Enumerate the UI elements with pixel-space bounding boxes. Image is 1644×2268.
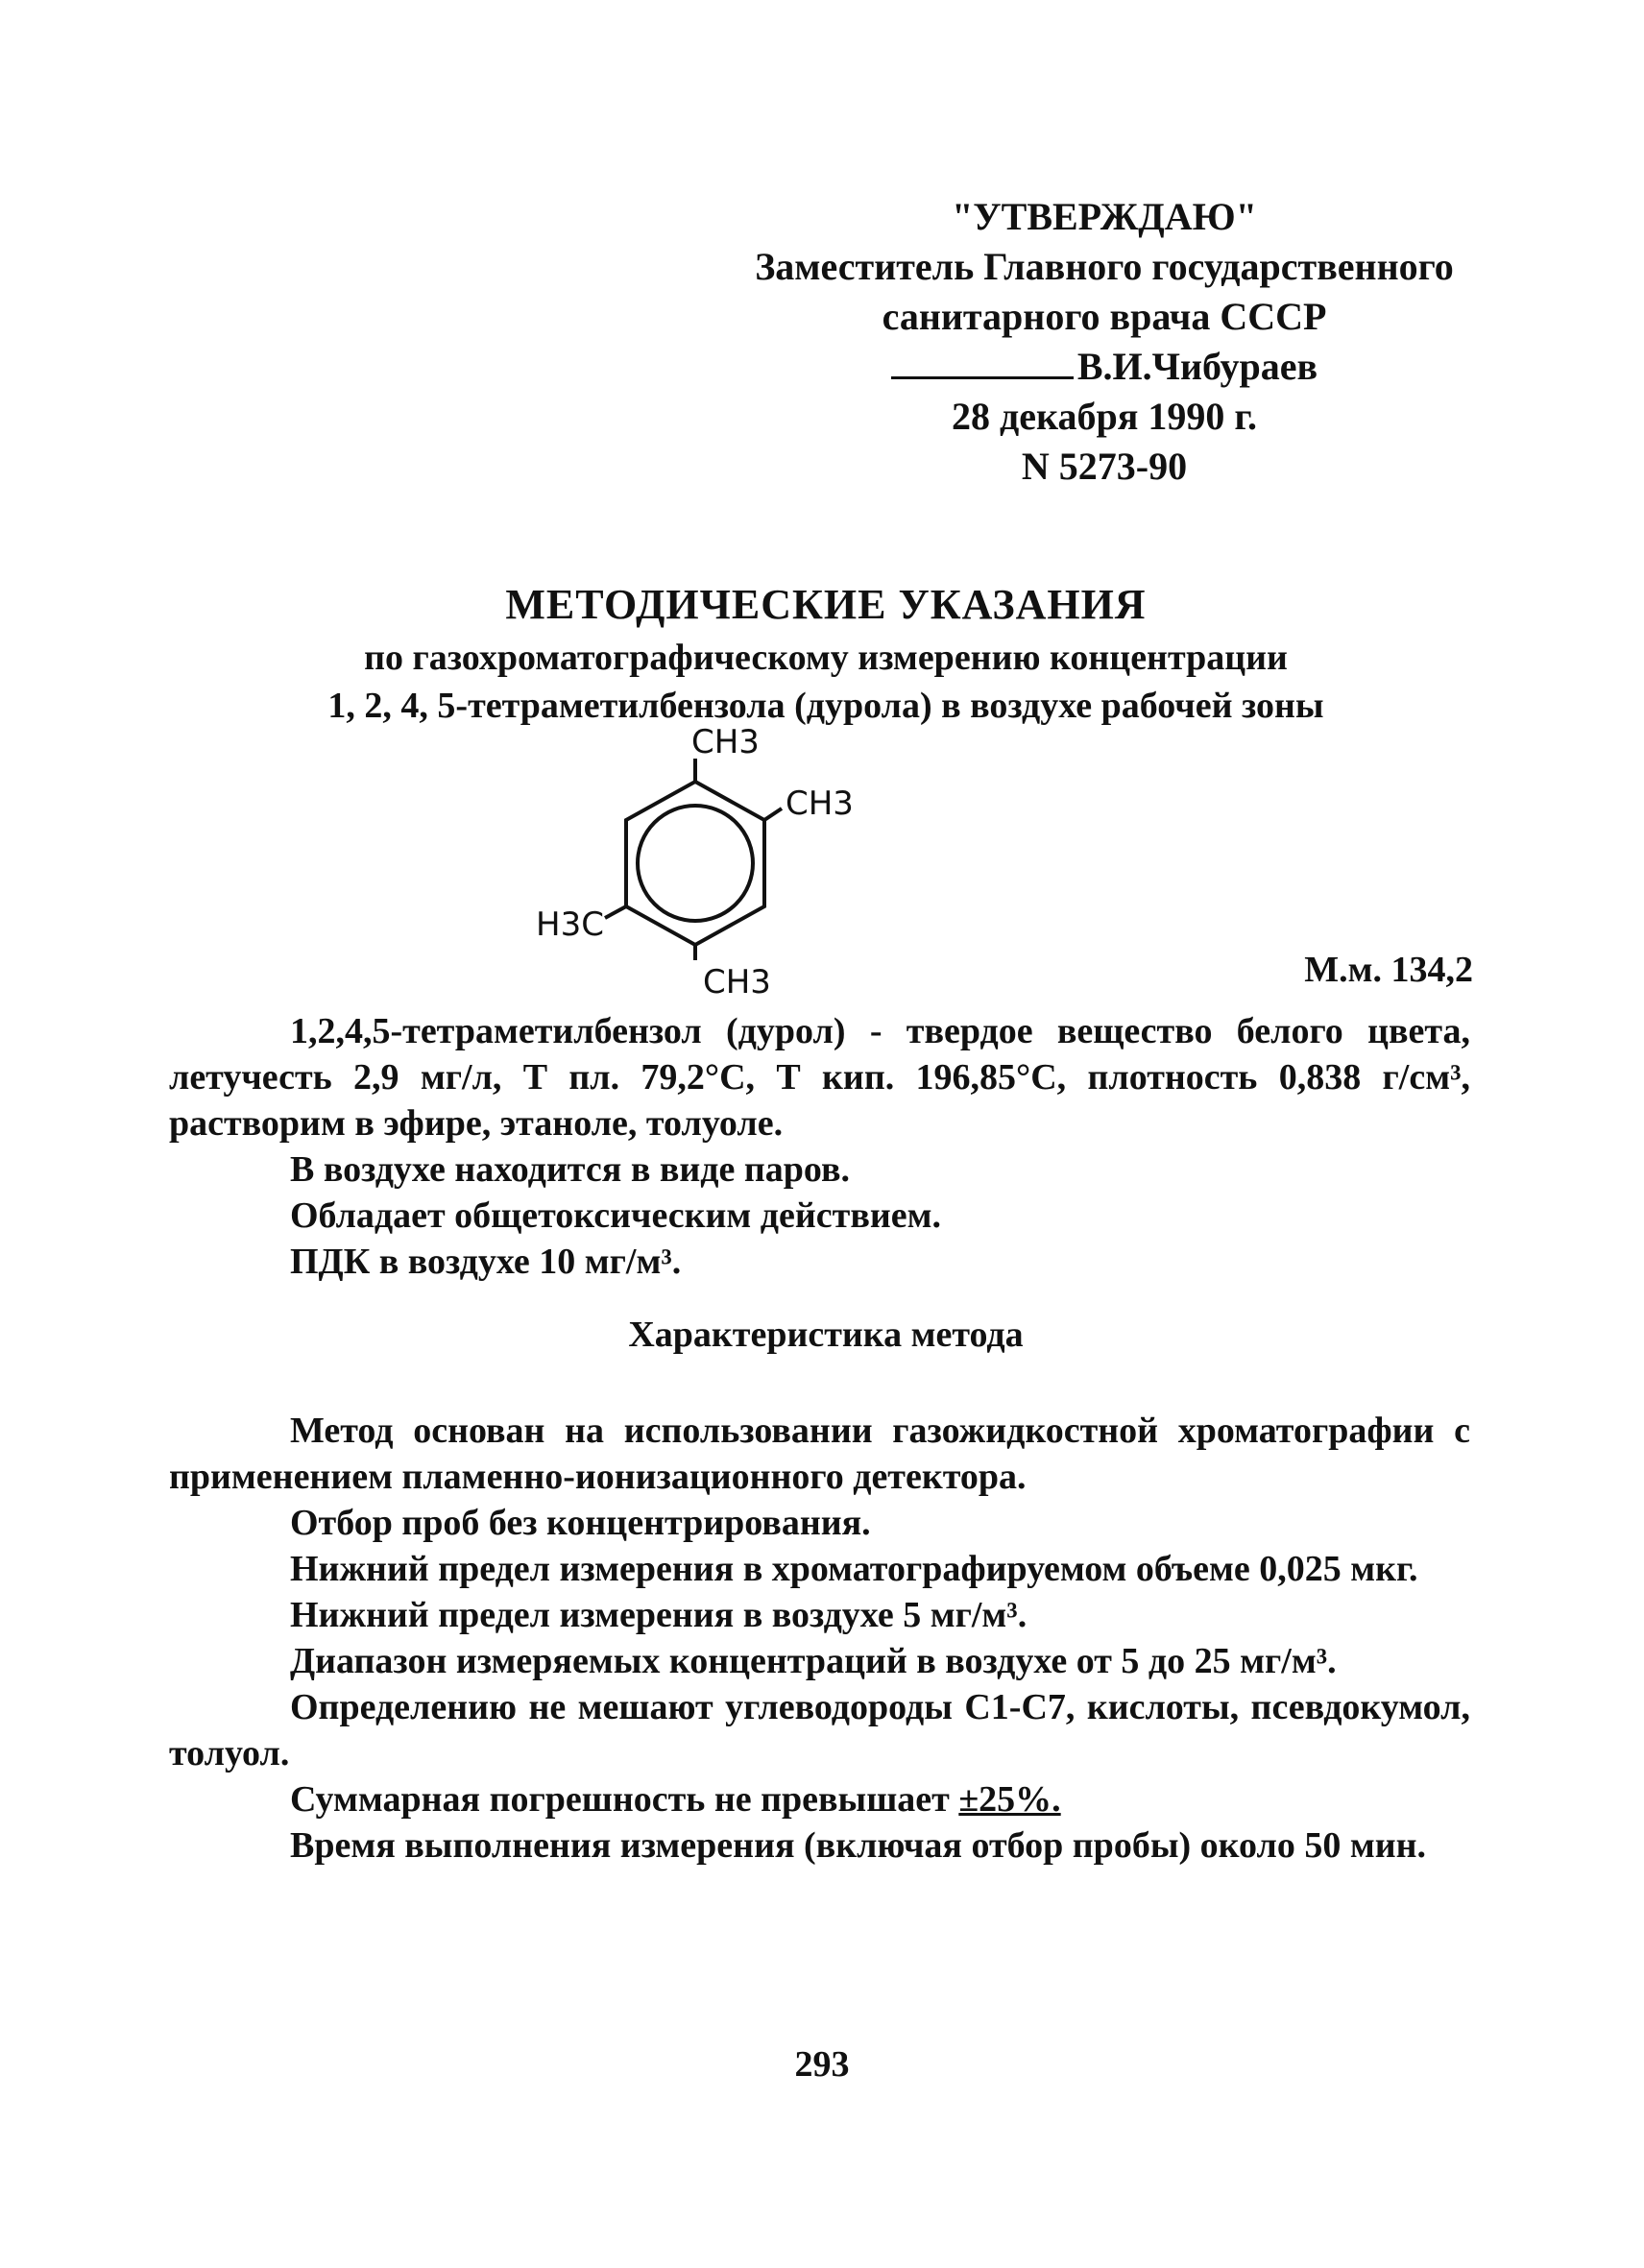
- method-paragraph-2: Отбор проб без концентрирования.: [290, 1503, 871, 1543]
- properties-paragraph-2: В воздухе находится в виде паров.: [290, 1149, 850, 1190]
- approval-block: [672, 192, 1536, 492]
- aromatic-circle: [638, 806, 753, 921]
- method-paragraph-5: Диапазон измеряемых концентраций в воздухе от 5 до 25 мг/м³.: [290, 1641, 1337, 1681]
- approval-date: 28 декабря 1990 г.: [952, 395, 1257, 438]
- approval-position-line-2: санитарного врача СССР: [882, 295, 1327, 338]
- properties-paragraph-4: ПДК в воздухе 10 мг/м³.: [290, 1242, 682, 1282]
- properties-block: [169, 1008, 1470, 1285]
- method-paragraph-8: Время выполнения измерения (включая отбор пробы) около 50 мин.: [290, 1825, 1427, 1866]
- method-paragraph-3: Нижний предел измерения в хроматографируемом объеме 0,025 мкг.: [290, 1549, 1418, 1589]
- signature-row: [672, 342, 1536, 392]
- bond-left: [605, 906, 626, 918]
- method-paragraph-4: Нижний предел измерения в воздухе 5 мг/м³.: [290, 1595, 1028, 1635]
- molar-mass: М.м. 134,2: [1304, 950, 1473, 990]
- method-paragraph-6: Определению не мешают углеводороды С1-С7, кислоты, псевдокумол, толуол.: [169, 1687, 1470, 1773]
- title-sub-line-1: по газохроматографическому измерению концентрации: [364, 638, 1288, 678]
- error-text: Суммарная погрешность не превышает: [290, 1779, 959, 1820]
- title-main: МЕТОДИЧЕСКИЕ УКАЗАНИЯ: [505, 581, 1147, 628]
- substituent-bottom: CH3: [703, 963, 771, 1001]
- durene-structural-formula: [519, 712, 941, 1020]
- properties-paragraph-1: 1,2,4,5-тетраметилбензол (дурол) - твердое вещество белого цвета, летучесть 2,9 мг/л, Т пл. 79,2°С, Т кип. 196,85°С, плотность 0,838 г/см³, растворим в эфире, этаноле, толуоле.: [169, 1011, 1470, 1144]
- error-value: ±25%.: [958, 1779, 1061, 1820]
- substituent-right: CH3: [786, 784, 854, 823]
- title-sub-line-2: 1, 2, 4, 5-тетраметилбензола (дурола) в воздухе рабочей зоны: [327, 686, 1324, 726]
- properties-paragraph-3: Обладает общетоксическим действием.: [290, 1195, 941, 1236]
- substituent-left: H3C: [536, 905, 604, 944]
- approval-stamp: "УТВЕРЖДАЮ": [952, 195, 1257, 238]
- signatory-name: В.И.Чибураев: [1076, 345, 1318, 388]
- approval-number: N 5273-90: [1021, 445, 1188, 488]
- method-paragraph-1: Метод основан на использовании газожидкостной хроматографии с применением пламенно-ионизационного детектора.: [169, 1411, 1470, 1497]
- bond-right: [764, 808, 782, 820]
- method-paragraph-7: [169, 1776, 1470, 1822]
- document-title: [154, 576, 1498, 730]
- substituent-top: CH3: [691, 723, 760, 761]
- page-number: 293: [794, 2044, 850, 2085]
- section-title: Характеристика метода: [628, 1315, 1024, 1355]
- approval-position-line-1: Заместитель Главного государственного: [755, 245, 1454, 288]
- signature-line: [891, 348, 1074, 379]
- method-block: [169, 1408, 1470, 1869]
